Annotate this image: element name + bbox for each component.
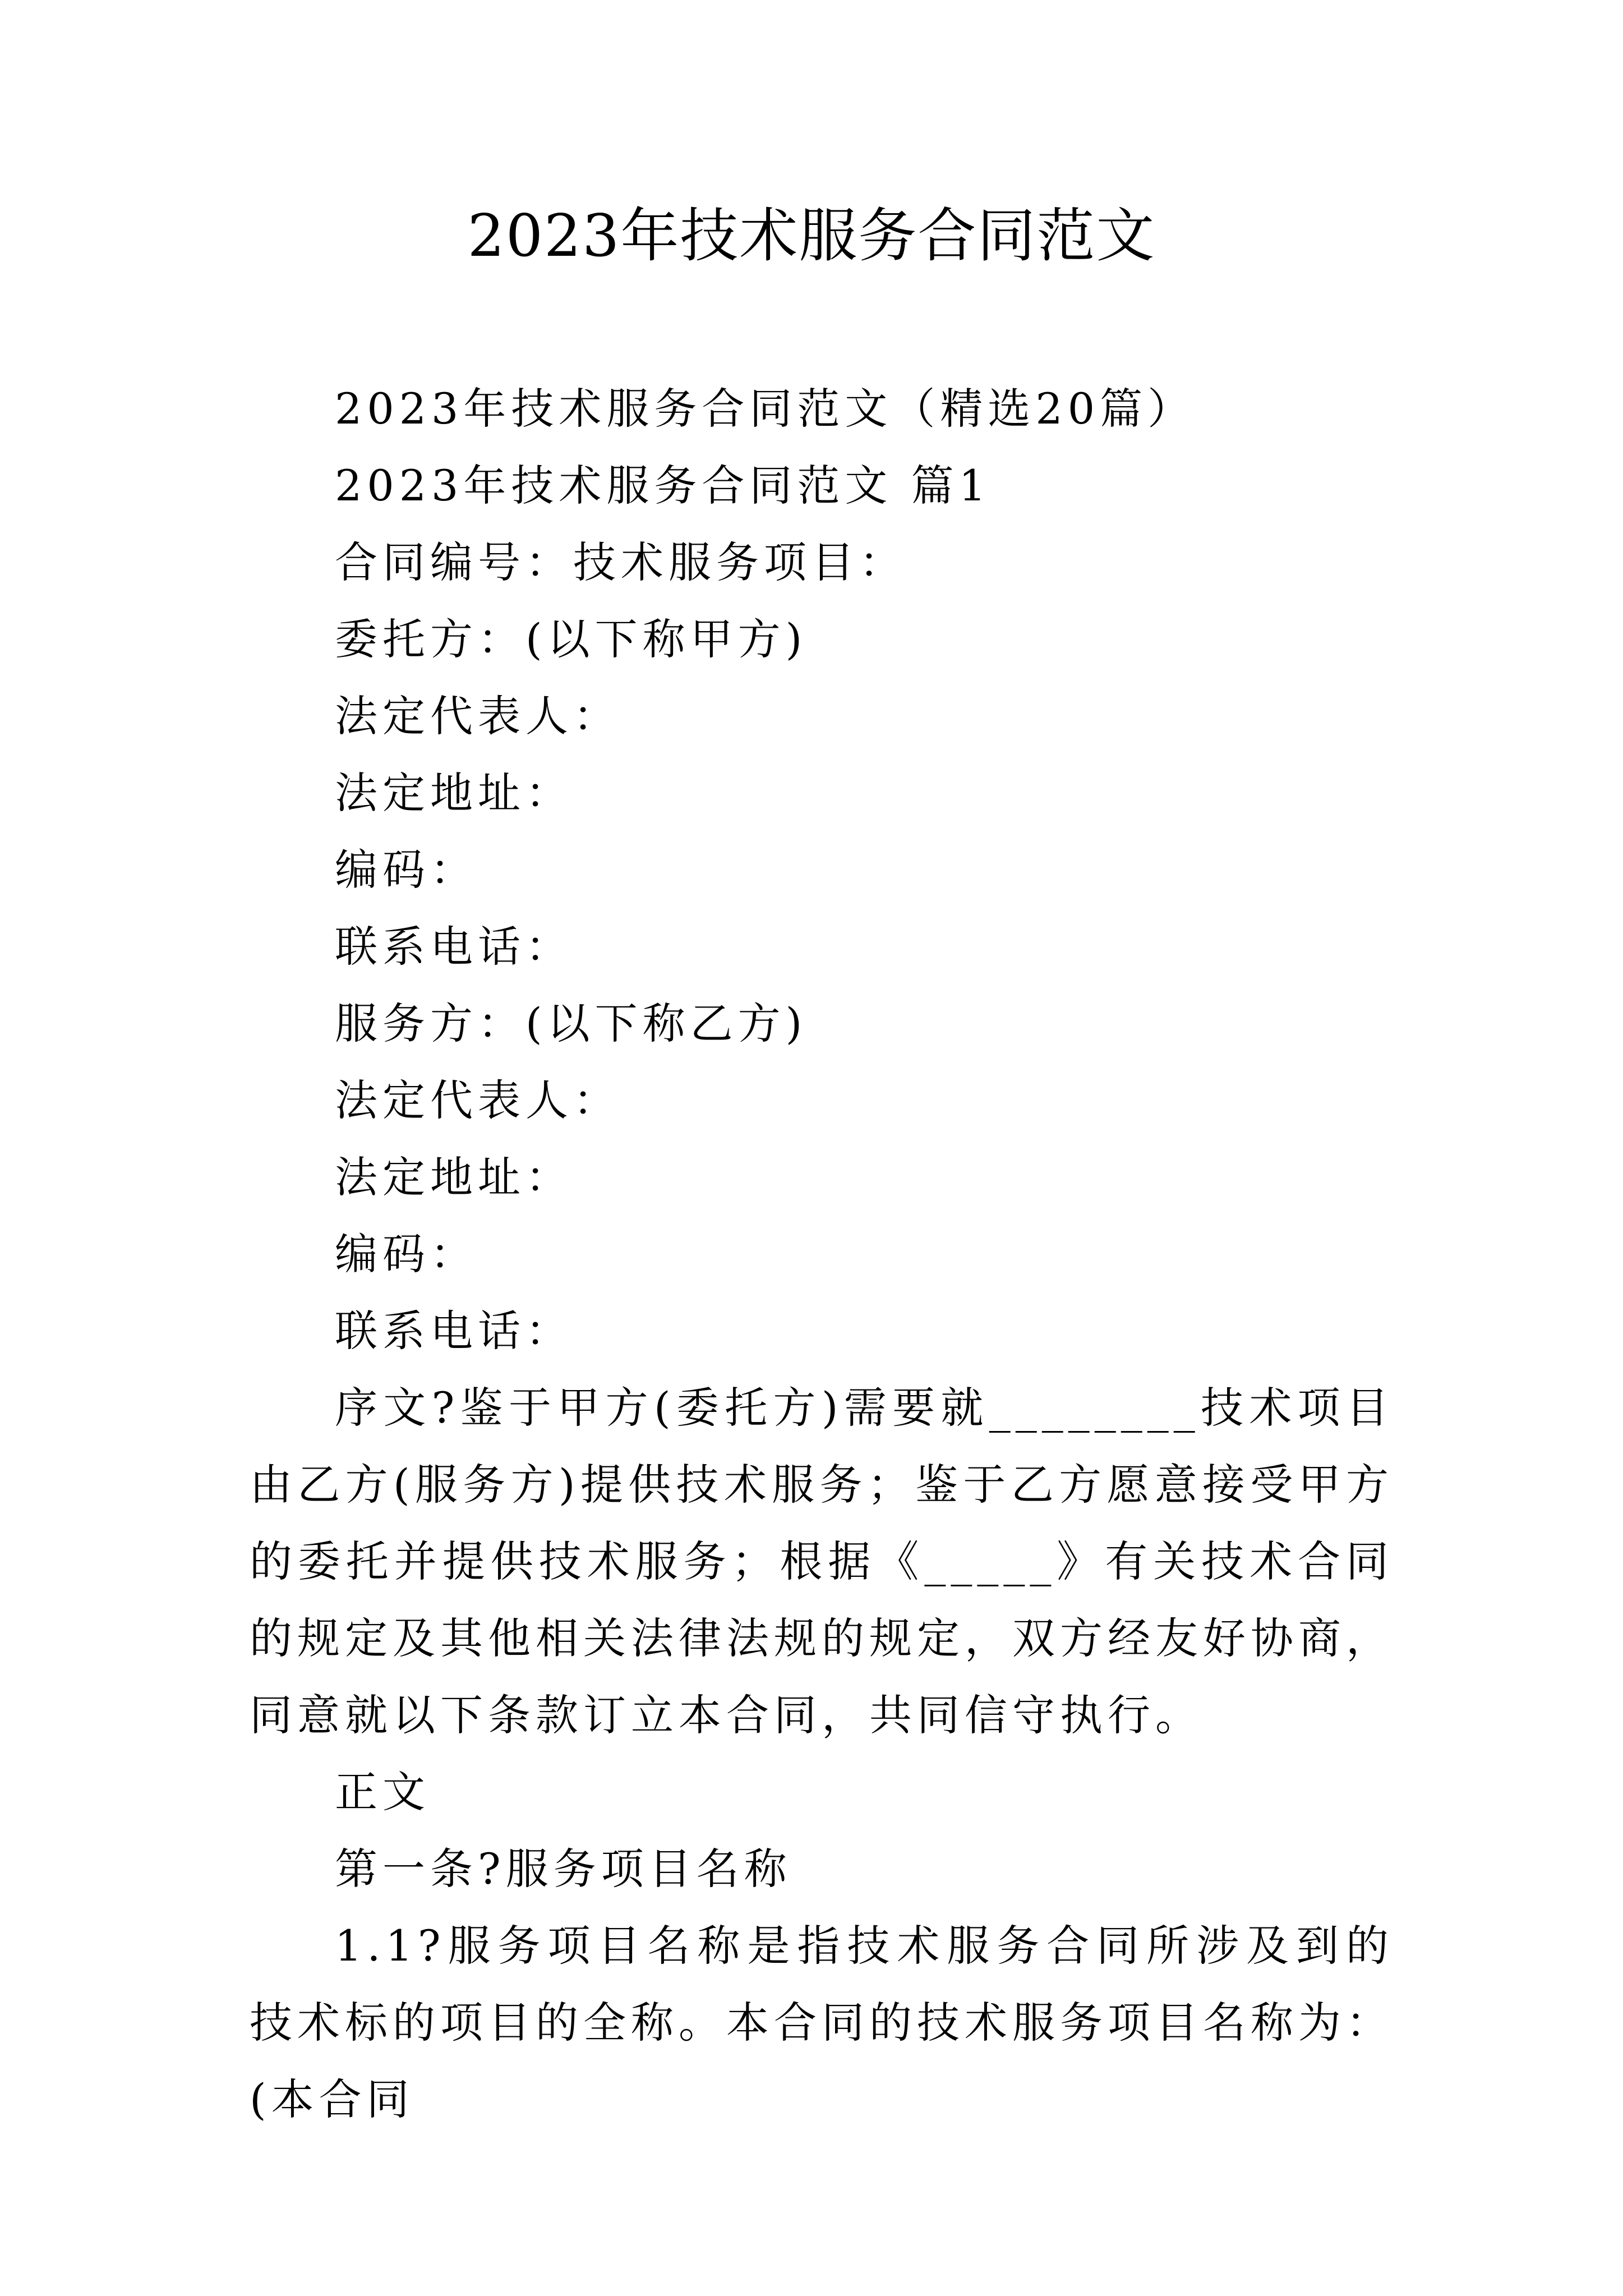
- collection-subtitle: 2023年技术服务合同范文（精选20篇）: [335, 384, 1196, 434]
- client-phone-field: 联系电话：: [335, 922, 573, 972]
- provider-postcode-field: 编码：: [335, 1229, 478, 1279]
- provider-phone-field: 联系电话：: [335, 1306, 573, 1356]
- section-title: 2023年技术服务合同范文 篇1: [335, 461, 991, 510]
- client-party-field: 委托方：(以下称甲方): [335, 614, 808, 664]
- clause-1-1-paragraph: 1.1?服务项目名称是指技术服务合同所涉及到的技术标的项目的全称。本合同的技术服务项目名称为：(本合同: [250, 1921, 1394, 2124]
- preamble-paragraph: 序文?鉴于甲方(委托方)需要就________技术项目由乙方(服务方)提供技术服务；鉴于乙方愿意接受甲方的委托并提供技术服务；根据《_____》有关技术合同的规定及其他相关法律法规的规定，双方经友好协商，同意就以下条款订立本合同，共同信守执行。: [250, 1383, 1394, 1740]
- provider-party-field: 服务方：(以下称乙方): [335, 999, 808, 1048]
- document-title: 2023年技术服务合同范文: [467, 201, 1156, 270]
- main-text-label: 正文: [335, 1767, 430, 1817]
- provider-address-field: 法定地址：: [335, 1152, 573, 1202]
- client-legal-rep-field: 法定代表人：: [335, 691, 621, 741]
- contract-number-field: 合同编号：技术服务项目：: [335, 537, 907, 587]
- provider-legal-rep-field: 法定代表人：: [335, 1075, 621, 1125]
- article-1-heading: 第一条?服务项目名称: [335, 1844, 792, 1894]
- document-body: [250, 370, 1394, 2138]
- client-address-field: 法定地址：: [335, 768, 573, 818]
- client-postcode-field: 编码：: [335, 845, 478, 895]
